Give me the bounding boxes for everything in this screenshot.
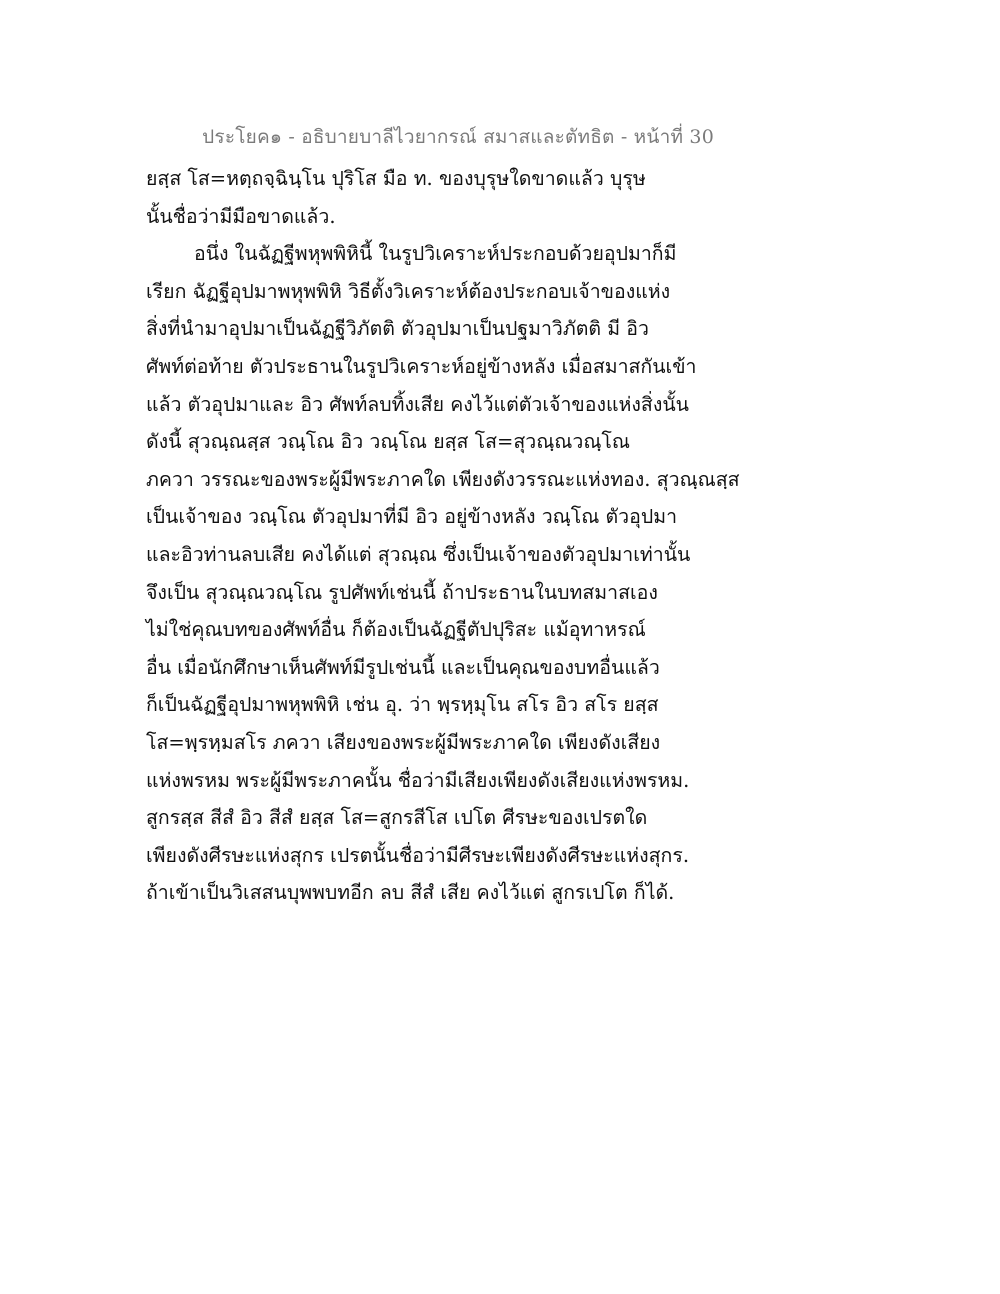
text-line: และอิวท่านลบเสีย คงได้แต่ สุวณฺณ ซึ่งเป็นเจ้าของตัวอุปมาเท่านั้น (146, 542, 691, 566)
text-line: แล้ว ตัวอุปมาและ อิว ศัพท์ลบทิ้งเสีย คงไว้แต่ตัวเจ้าของแห่งสิ่งนั้น (146, 392, 690, 416)
text-line: จึงเป็น สุวณฺณวณฺโณ รูปศัพท์เช่นนี้ ถ้าประธานในบทสมาสเอง (146, 580, 658, 604)
text-line: ภควา วรรณะของพระผู้มีพระภาคใด เพียงดังวรรณะแห่งทอง. สุวณฺณสฺส (146, 467, 740, 491)
text-line: ถ้าเข้าเป็นวิเสสนบุพพบทอีก ลบ สีสํ เสีย คงไว้แต่ สูกรเปโต ก็ได้. (146, 881, 675, 905)
body-text (146, 160, 740, 912)
text-line: เป็นเจ้าของ วณฺโณ ตัวอุปมาที่มี อิว อยู่ข้างหลัง วณฺโณ ตัวอุปมา (146, 505, 678, 529)
paragraph-first-line: อนึ่ง ในฉัฏฐีพหุพพิหินี้ ในรูปวิเคราะห์ประกอบด้วยอุปมาก็มี (194, 242, 677, 266)
text-line: ยสฺส โส=หตฺถจฺฉินฺโน ปุริโส มือ ท. ของบุรุษใดขาดแล้ว บุรุษ (146, 167, 646, 190)
text-line: แห่งพรหม พระผู้มีพระภาคนั้น ชื่อว่ามีเสียงเพียงดังเสียงแห่งพรหม. (146, 768, 690, 792)
text-line: สิ่งที่นำมาอุปมาเป็นฉัฏฐีวิภัตติ ตัวอุปมาเป็นปฐมาวิภัตติ มี อิว (146, 317, 649, 341)
text-line: เพียงดังศีรษะแห่งสุกร เปรตนั้นชื่อว่ามีศีรษะเพียงดังศีรษะแห่งสุกร. (146, 843, 690, 867)
text-line: ก็เป็นฉัฏฐีอุปมาพหุพพิหิ เช่น อุ. ว่า พฺรหฺมุโน สโร อิว สโร ยสฺส (146, 693, 659, 717)
text-line: ศัพท์ต่อท้าย ตัวประธานในรูปวิเคราะห์อยู่ข้างหลัง เมื่อสมาสกันเข้า (146, 354, 697, 378)
text-line: โส=พฺรหฺมสโร ภควา เสียงของพระผู้มีพระภาคใด เพียงดังเสียง (146, 730, 661, 754)
text-line: นั้นชื่อว่ามีมือขาดแล้ว. (146, 204, 336, 228)
text-line: เรียก ฉัฏฐีอุปมาพหุพพิหิ วิธีตั้งวิเคราะห์ต้องประกอบเจ้าของแห่ง (146, 279, 671, 303)
text-line: ดังนี้ สุวณฺณสฺส วณฺโณ อิว วณฺโณ ยสฺส โส=สุวณฺณวณฺโณ (146, 430, 630, 454)
text-line: สูกรสฺส สีสํ อิว สีสํ ยสฺส โส=สูกรสีโส เปโต ศีรษะของเปรตใด (146, 806, 648, 830)
text-line: ไม่ใช่คุณบทของศัพท์อื่น ก็ต้องเป็นฉัฏฐีตัปปุริสะ แม้อุทาหรณ์ (146, 618, 646, 642)
text-line: อื่น เมื่อนักศึกษาเห็นศัพท์มีรูปเช่นนี้ และเป็นคุณของบทอื่นแล้ว (146, 655, 660, 679)
running-header: ประโยค๑ - อธิบายบาลีไวยากรณ์ สมาสและตัทธิต - หน้าที่ 30 (202, 126, 714, 148)
